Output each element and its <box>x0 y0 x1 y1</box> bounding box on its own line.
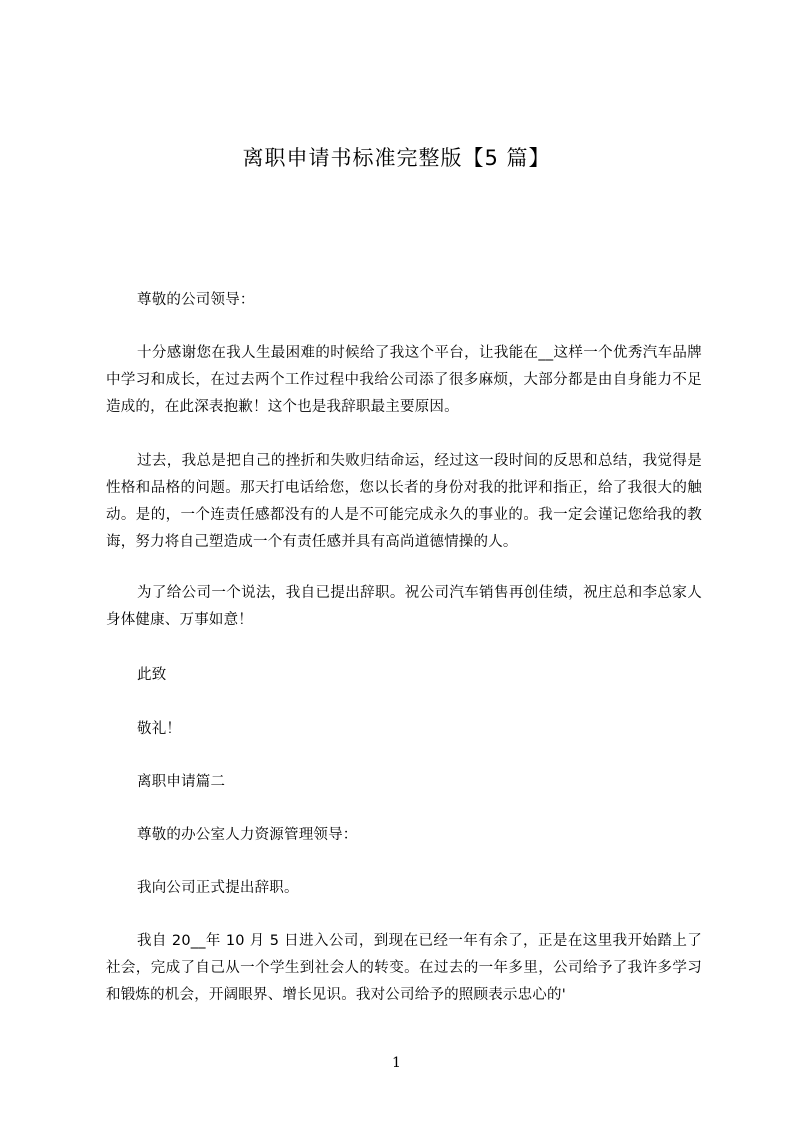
section-heading-2: 离职申请篇二 <box>137 774 226 790</box>
closing-cizhi: 此致 <box>137 667 167 683</box>
paragraph-notice: 我向公司正式提出辞职。 <box>137 880 299 896</box>
closing-jingli: 敬礼！ <box>137 721 182 737</box>
paragraph-reflection: 过去，我总是把自己的挫折和失败归结命运，经过这一段时间的反思和总结，我觉得是性格和品格的问题。那天打电话给您，您以长者的身份对我的批评和指正，给了我很大的触动。是的，一个连责任感都没有的人是不可能完成永久的事业的。我一定会谨记您给我的教诲，努力将自己塑造成一个有责任感并具有高尚道德情操的人。 <box>106 453 702 550</box>
salutation-2: 尊敬的办公室人力资源管理领导： <box>137 827 358 843</box>
salutation: 尊敬的公司领导： <box>137 292 255 308</box>
document-title: 离职申请书标准完整版【5 篇】 <box>242 146 551 170</box>
paragraph-history: 我自 20__年 10 月 5 日进入公司，到现在已经一年有余了，正是在这里我开始踏上了社会，完成了自己从一个学生到社会人的转变。在过去的一年多里，公司给予了我许多学习和锻炼的机会，开阔眼界、增长见识。我对公司给予的照顾表示忠心的' <box>106 933 702 1003</box>
page-number: 1 <box>392 1055 401 1071</box>
paragraph-resignation: 为了给公司一个说法，我自已提出辞职。祝公司汽车销售再创佳绩，祝庄总和李总家人身体健康、万事如意！ <box>106 585 702 628</box>
paragraph-thanks: 十分感谢您在我人生最困难的时候给了我这个平台，让我能在__这样一个优秀汽车品牌中学习和成长，在过去两个工作过程中我给公司添了很多麻烦，大部分都是由自身能力不足造成的，在此深表抱歉！这个也是我辞职最主要原因。 <box>106 345 702 415</box>
